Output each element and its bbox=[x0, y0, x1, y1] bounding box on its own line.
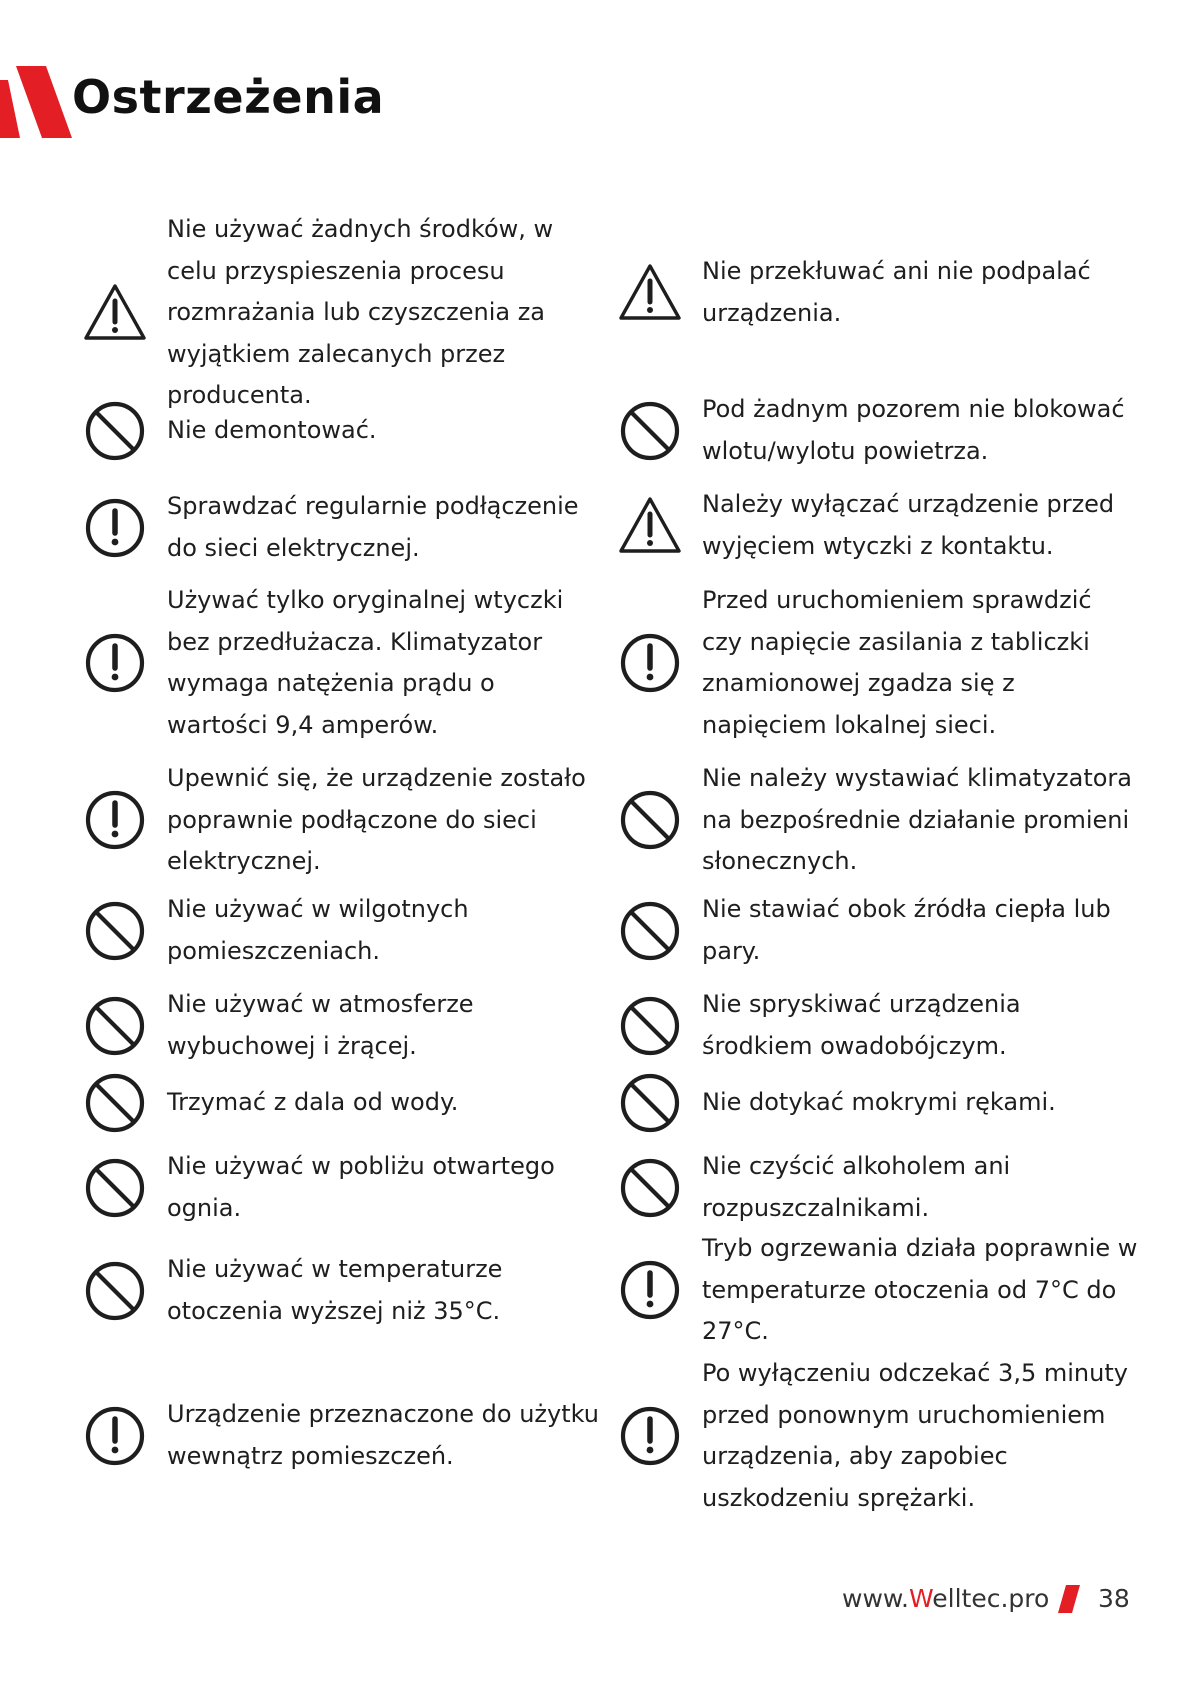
warning-text: Nie używać w wilgotnych pomieszczeniach. bbox=[167, 895, 469, 965]
warning-item bbox=[83, 486, 603, 569]
exclamation-circle-icon bbox=[618, 1258, 682, 1322]
warning-text: Nie używać w atmosferze wybuchowej i żrącej. bbox=[167, 990, 474, 1060]
warning-item bbox=[618, 1146, 1138, 1229]
url-prefix: www. bbox=[842, 1584, 909, 1613]
warning-item bbox=[618, 484, 1138, 567]
exclamation-circle-icon bbox=[83, 496, 147, 560]
url-suffix: elltec.pro bbox=[932, 1584, 1050, 1613]
warning-item bbox=[618, 1228, 1138, 1353]
warning-item bbox=[618, 758, 1138, 883]
warning-item bbox=[83, 758, 603, 883]
warning-item bbox=[83, 1071, 603, 1135]
warning-text: Po wyłączeniu odczekać 3,5 minuty przed ponownym uruchomieniem urządzenia, aby zapobiec uszkodzeniu sprężarki. bbox=[702, 1359, 1128, 1512]
exclamation-circle-icon bbox=[83, 1404, 147, 1468]
page-number: 38 bbox=[1098, 1584, 1130, 1613]
warning-item bbox=[83, 1146, 603, 1229]
prohibited-icon bbox=[618, 399, 682, 463]
warning-text: Używać tylko oryginalnej wtyczki bez przedłużacza. Klimatyzator wymaga natężenia prądu o wartości 9,4 amperów. bbox=[167, 586, 564, 739]
warning-text: Pod żadnym pozorem nie blokować wlotu/wylotu powietrza. bbox=[702, 395, 1125, 465]
warning-text: Urządzenie przeznaczone do użytku wewnątrz pomieszczeń. bbox=[167, 1400, 600, 1470]
exclamation-circle-icon bbox=[618, 631, 682, 695]
warning-text: Nie przekłuwać ani nie podpalać urządzenia. bbox=[702, 257, 1091, 327]
prohibited-icon bbox=[618, 899, 682, 963]
warning-text: Nie używać w temperaturze otoczenia wyższej niż 35°C. bbox=[167, 1255, 503, 1325]
website-url[interactable] bbox=[842, 1584, 1049, 1613]
warning-text: Nie dotykać mokrymi rękami. bbox=[702, 1088, 1056, 1117]
exclamation-circle-icon bbox=[83, 631, 147, 695]
warning-triangle-icon bbox=[83, 281, 147, 345]
warning-text: Nie należy wystawiać klimatyzatora na bezpośrednie działanie promieni słonecznych. bbox=[702, 764, 1132, 875]
warning-item bbox=[83, 209, 603, 417]
warning-text: Nie spryskiwać urządzenia środkiem owadobójczym. bbox=[702, 990, 1021, 1060]
warning-item bbox=[83, 984, 603, 1067]
warning-text: Nie używać w pobliżu otwartego ognia. bbox=[167, 1152, 555, 1222]
warning-item bbox=[83, 580, 603, 746]
warning-triangle-icon bbox=[618, 494, 682, 558]
warning-item bbox=[618, 251, 1138, 334]
prohibited-icon bbox=[83, 994, 147, 1058]
warning-item bbox=[618, 1071, 1138, 1135]
warning-text: Nie demontować. bbox=[167, 416, 377, 445]
prohibited-icon bbox=[618, 994, 682, 1058]
warning-text: Upewnić się, że urządzenie zostało poprawnie podłączone do sieci elektrycznej. bbox=[167, 764, 586, 875]
warning-item bbox=[618, 984, 1138, 1067]
warning-text: Przed uruchomieniem sprawdzić czy napięcie zasilania z tabliczki znamionowej zgadza się z napięciem lokalnej sieci. bbox=[702, 586, 1092, 739]
prohibited-icon bbox=[83, 399, 147, 463]
warning-text: Sprawdzać regularnie podłączenie do sieci elektrycznej. bbox=[167, 492, 579, 562]
prohibited-icon bbox=[618, 1156, 682, 1220]
warning-triangle-icon bbox=[618, 261, 682, 325]
warning-text: Nie stawiać obok źródła ciepła lub pary. bbox=[702, 895, 1111, 965]
warning-item bbox=[618, 889, 1138, 972]
prohibited-icon bbox=[618, 1071, 682, 1135]
warning-item bbox=[83, 1394, 603, 1477]
exclamation-circle-icon bbox=[618, 1404, 682, 1468]
exclamation-circle-icon bbox=[83, 788, 147, 852]
prohibited-icon bbox=[83, 1259, 147, 1323]
warning-item bbox=[618, 580, 1138, 746]
prohibited-icon bbox=[618, 788, 682, 852]
prohibited-icon bbox=[83, 1156, 147, 1220]
url-highlight: W bbox=[909, 1584, 933, 1613]
page-title: Ostrzeżenia bbox=[72, 70, 385, 124]
warning-text: Tryb ogrzewania działa poprawnie w temperaturze otoczenia od 7°C do 27°C. bbox=[702, 1234, 1138, 1345]
warning-text: Trzymać z dala od wody. bbox=[167, 1088, 459, 1117]
warning-item bbox=[83, 889, 603, 972]
warning-item bbox=[83, 1249, 603, 1332]
warning-text: Nie używać żadnych środków, w celu przyspieszenia procesu rozmrażania lub czyszczenia za wyjątkiem zalecanych przez producenta. bbox=[167, 215, 554, 409]
warning-text: Nie czyścić alkoholem ani rozpuszczalnikami. bbox=[702, 1152, 1011, 1222]
prohibited-icon bbox=[83, 1071, 147, 1135]
brand-slash-icon bbox=[1058, 1585, 1080, 1613]
brand-logo-mark bbox=[0, 66, 72, 138]
warning-item bbox=[618, 389, 1138, 472]
warning-item bbox=[83, 399, 603, 463]
warning-text: Należy wyłączać urządzenie przed wyjęciem wtyczki z kontaktu. bbox=[702, 490, 1115, 560]
warning-item bbox=[618, 1353, 1138, 1519]
prohibited-icon bbox=[83, 899, 147, 963]
